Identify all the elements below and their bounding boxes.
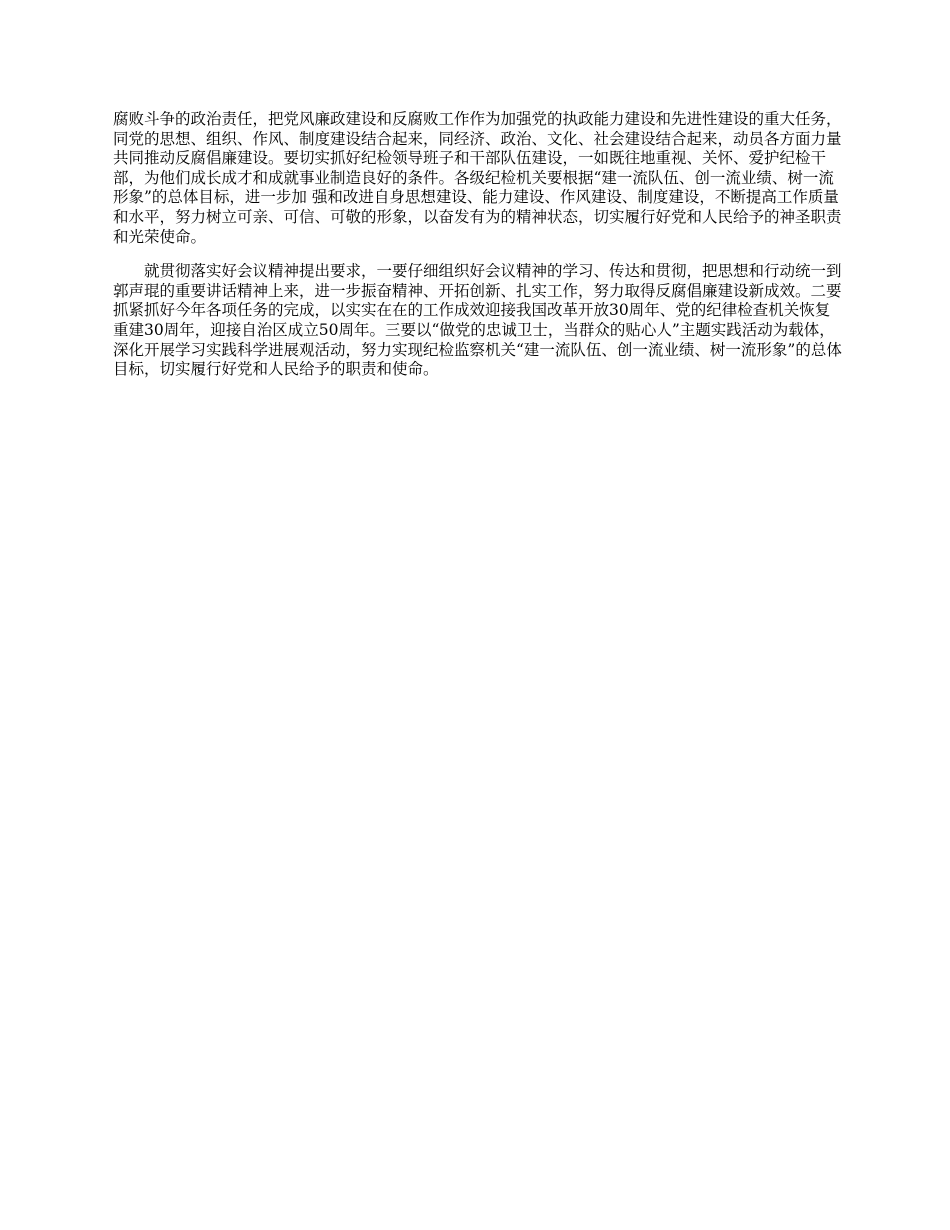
paragraph-2: 就贯彻落实好会议精神提出要求，一要仔细组织好会议精神的学习、传达和贯彻，把思想和行动统一到郭声琨的重要讲话精神上来，进一步振奋精神、开拓创新、扎实工作，努力取得反腐倡廉建设新成效。二要抓紧抓好今年各项任务的完成，以实实在在的工作成效迎接我国改革开放30周年、党的纪律检查机关恢复重建30周年，迎接自治区成立50周年。三要以“做党的忠诚卫士，当群众的贴心人”主题实践活动为载体，深化开展学习实践科学进展观活动，努力实现纪检监察机关“建一流队伍、创一流业绩、树一流形象”的总体目标，切实履行好党和人民给予的职责和使命。 — [113, 262, 842, 379]
paragraph-1: 腐败斗争的政治责任，把党风廉政建设和反腐败工作作为加强党的执政能力建设和先进性建设的重大任务，同党的思想、组织、作风、制度建设结合起来，同经济、政治、文化、社会建设结合起来，动员各方面力量共同推动反腐倡廉建设。要切实抓好纪检领导班子和干部队伍建设，一如既往地重视、关怀、爱护纪检干部，为他们成长成才和成就事业制造良好的条件。各级纪检机关要根据“建一流队伍、创一流业绩、树一流形象”的总体目标，进一步加 强和改进自身思想建设、能力建设、作风建设、制度建设，不断提高工作质量和水平，努力树立可亲、可信、可敬的形象，以奋发有为的精神状态，切实履行好党和人民给予的神圣职责和光荣使命。 — [113, 110, 842, 246]
document-page — [113, 110, 843, 380]
